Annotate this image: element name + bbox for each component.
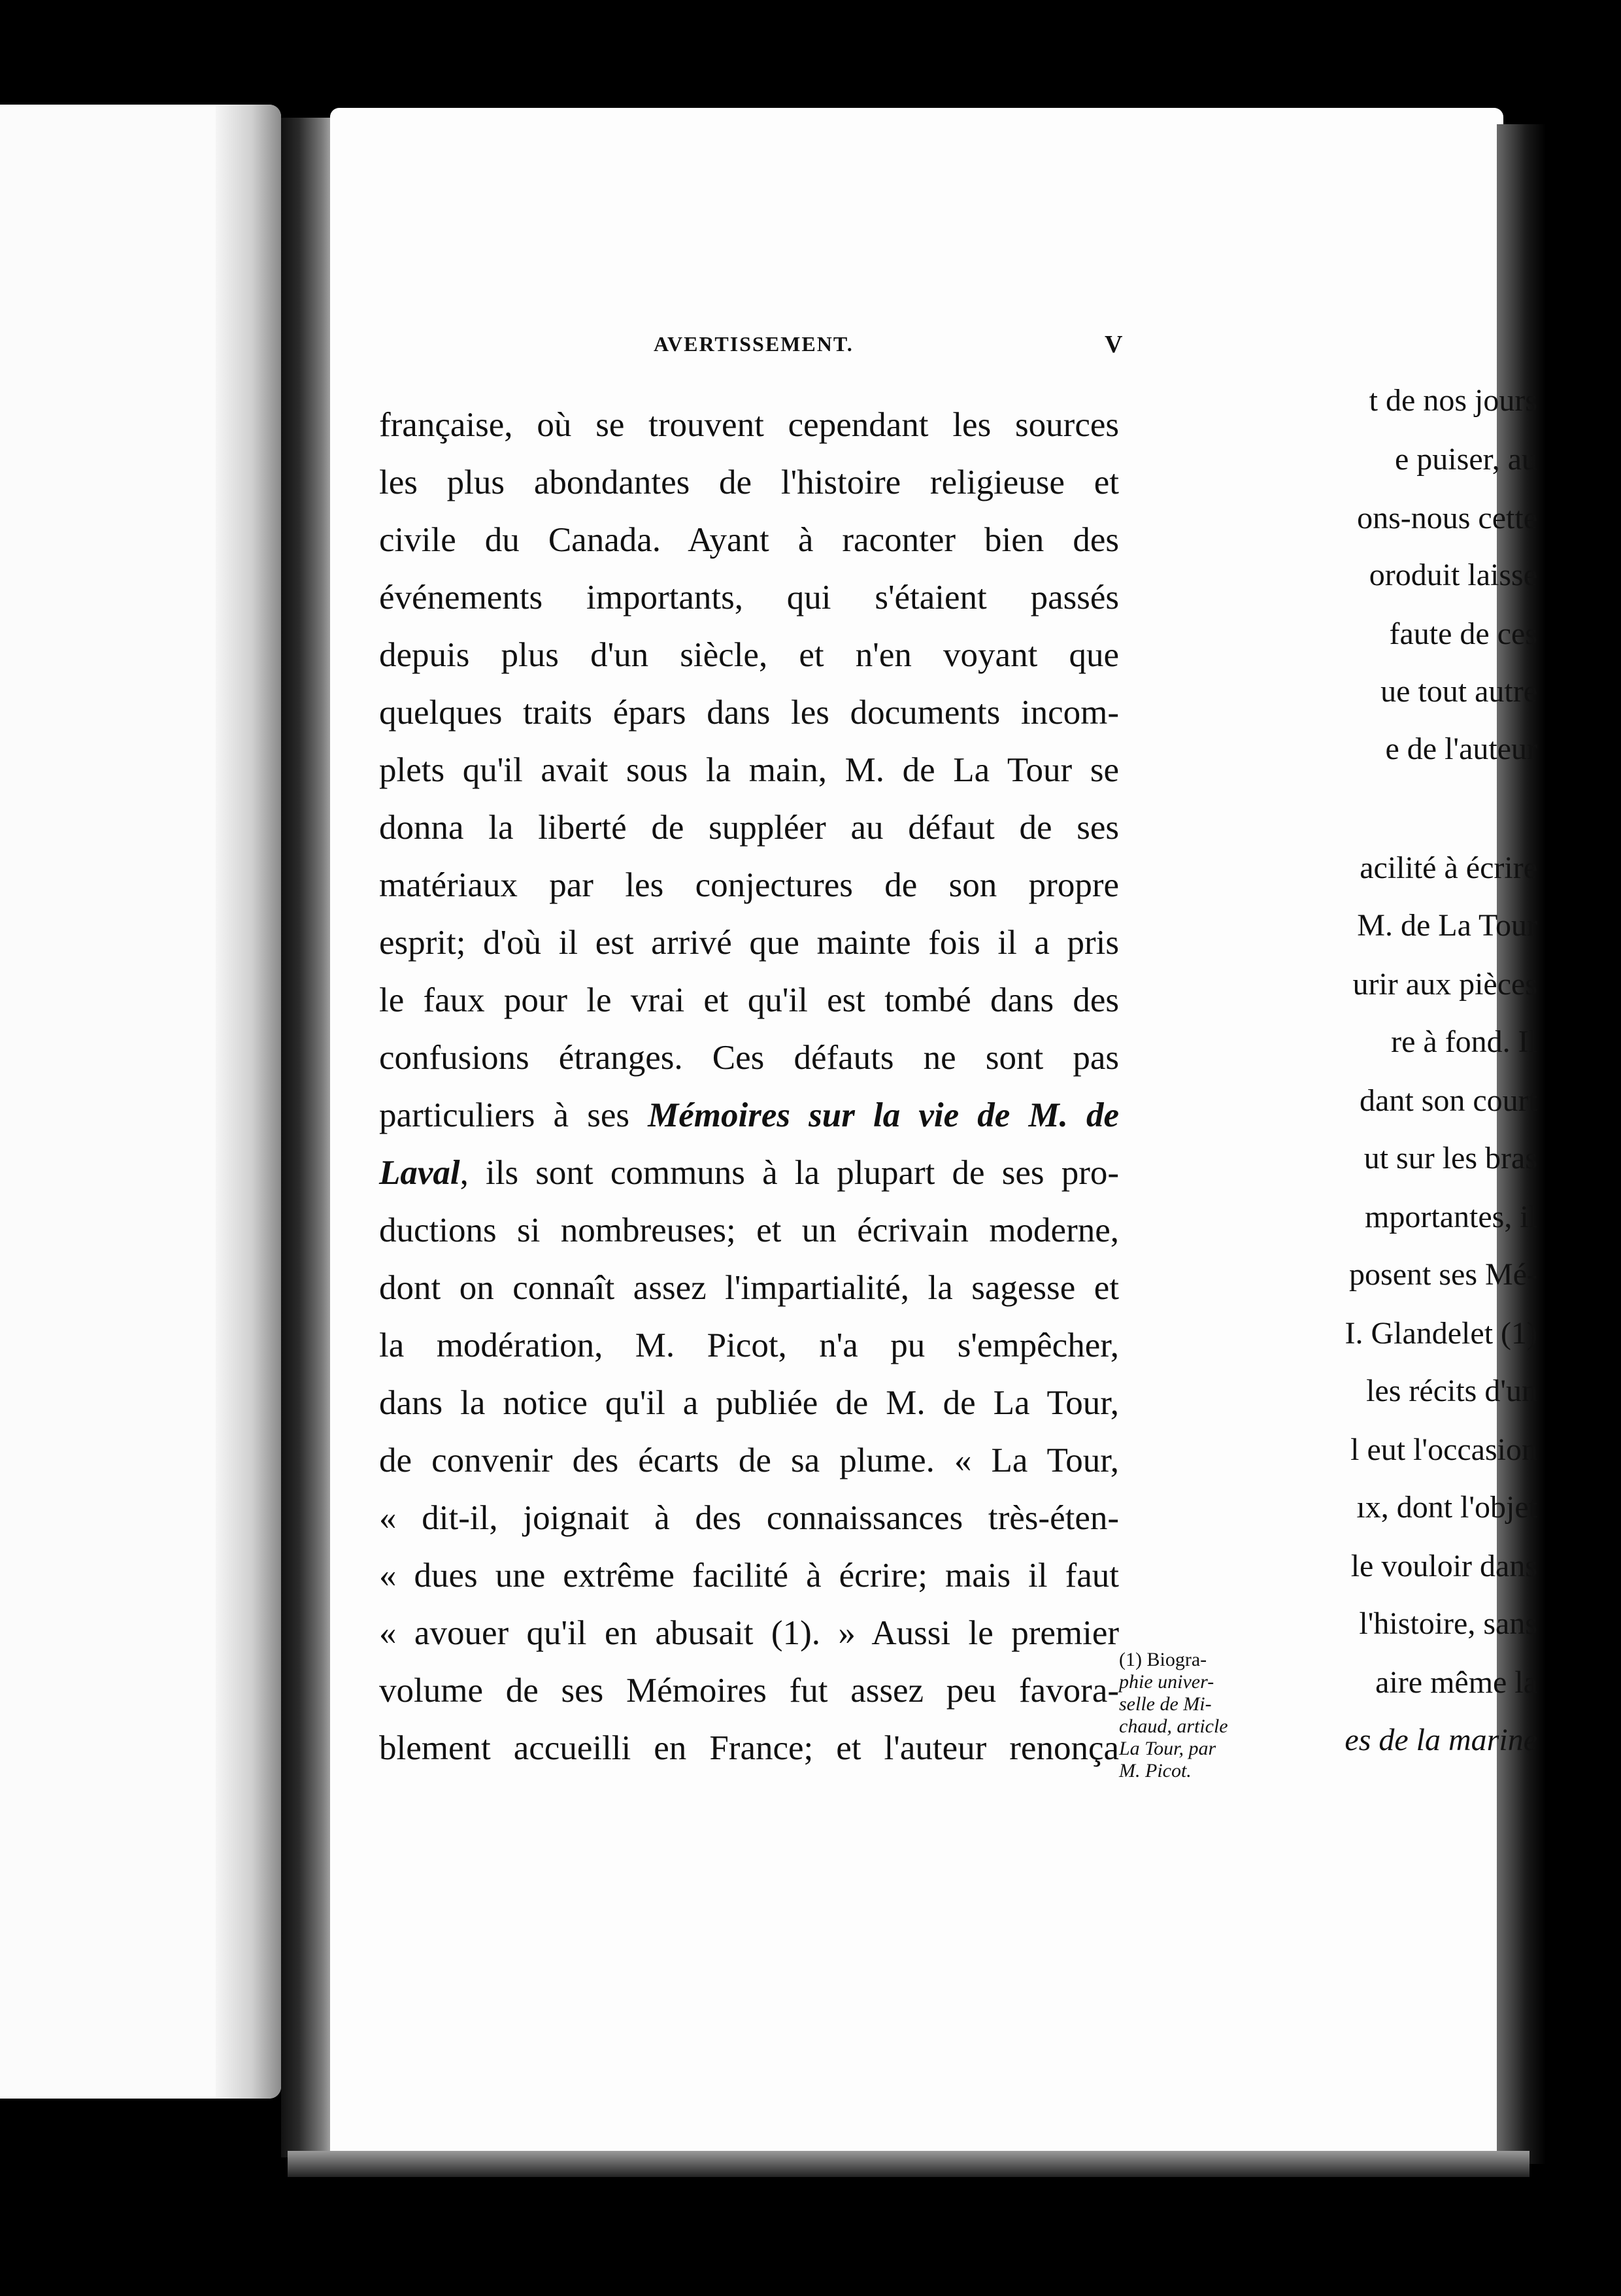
left-line: acilité à écrire xyxy=(1360,851,1537,885)
left-line: e puiser, au xyxy=(1395,442,1537,477)
body-line: « avouer qu'il en abusait (1). » Aussi le premier xyxy=(379,1614,1119,1652)
body-line: blement accueilli en France; et l'auteur renonça xyxy=(379,1729,1119,1767)
left-line: t de nos jours xyxy=(1369,383,1537,418)
footnote-line: M. Picot. xyxy=(1119,1760,1192,1781)
running-head: AVERTISSEMENT. xyxy=(654,332,854,356)
body-line-with-title xyxy=(379,1096,1119,1135)
left-line: ıx, dont l'objet xyxy=(1356,1490,1537,1525)
page-bottom-edge xyxy=(288,2151,1529,2177)
body-line: depuis plus d'un siècle, et n'en voyant que xyxy=(379,636,1119,674)
body-line: dont on connaît assez l'impartialité, la sagesse et xyxy=(379,1269,1119,1307)
left-line: urir aux pièces xyxy=(1352,967,1537,1002)
body-line: « dit-il, joignait à des connaissances très-éten- xyxy=(379,1499,1119,1537)
footnote-line: La Tour, par xyxy=(1119,1738,1216,1759)
left-line: oroduit laisse xyxy=(1369,558,1537,592)
body-line: donna la liberté de suppléer au défaut de ses xyxy=(379,809,1119,847)
body-line: dans la notice qu'il a publiée de M. de La Tour, xyxy=(379,1384,1119,1422)
footnote-line: chaud, article xyxy=(1119,1715,1228,1737)
body-line: événements importants, qui s'étaient passés xyxy=(379,579,1119,616)
body-line: quelques traits épars dans les documents incom- xyxy=(379,694,1119,732)
body-text-run: , ils sont communs à la plupart de ses pro- xyxy=(460,1154,1119,1192)
footnote-line: selle de Mi- xyxy=(1119,1693,1212,1715)
body-line: « dues une extrême facilité à écrire; mais il faut xyxy=(379,1557,1119,1595)
body-line: civile du Canada. Ayant à raconter bien des xyxy=(379,521,1119,559)
body-line: le faux pour le vrai et qu'il est tombé dans des xyxy=(379,981,1119,1019)
left-line: aire même la xyxy=(1375,1665,1537,1700)
left-line: e de l'auteur xyxy=(1385,732,1537,766)
body-line-with-title xyxy=(379,1153,1119,1192)
body-line: ductions si nombreuses; et un écrivain moderne, xyxy=(379,1211,1119,1249)
book-title-italic: Mémoires sur la vie de M. de xyxy=(648,1096,1119,1134)
body-line: française, où se trouvent cependant les sources xyxy=(379,406,1119,444)
left-line: ons-nous cette xyxy=(1357,501,1537,535)
left-page-gutter-shade xyxy=(216,105,281,2099)
left-line: dant son court xyxy=(1360,1083,1537,1118)
body-line: de convenir des écarts de sa plume. « La Tour, xyxy=(379,1442,1119,1479)
left-line: mportantes, il xyxy=(1365,1200,1537,1234)
body-text-run: particuliers à ses xyxy=(379,1096,629,1134)
left-line: l'histoire, sans xyxy=(1359,1606,1537,1641)
body-line: esprit; d'où il est arrivé que mainte fois il a pris xyxy=(379,924,1119,962)
footnote-line: phie univer- xyxy=(1119,1671,1214,1693)
left-line: ut sur les bras xyxy=(1363,1141,1537,1175)
left-line: les récits d'un xyxy=(1366,1374,1537,1408)
left-line: faute de ces xyxy=(1389,616,1537,651)
left-line: re à fond. Il xyxy=(1391,1024,1537,1059)
left-line: M. de La Tour xyxy=(1357,908,1537,943)
left-page xyxy=(0,105,281,2099)
body-line: matériaux par les conjectures de son propre xyxy=(379,866,1119,904)
left-line: es de la marine xyxy=(1345,1723,1537,1757)
left-line: le vouloir dans xyxy=(1350,1549,1537,1583)
page-number: V xyxy=(1105,331,1123,358)
body-line: volume de ses Mémoires fut assez peu favora- xyxy=(379,1672,1119,1710)
body-line: confusions étranges. Ces défauts ne sont pas xyxy=(379,1039,1119,1077)
body-line: les plus abondantes de l'histoire religieuse et xyxy=(379,464,1119,501)
body-line: plets qu'il avait sous la main, M. de La Tour se xyxy=(379,751,1119,789)
left-line: posent ses Mé- xyxy=(1349,1257,1537,1292)
left-line: ue tout autre xyxy=(1380,674,1537,709)
left-line: I. Glandelet (1) xyxy=(1345,1316,1537,1351)
left-line: l eut l'occasion xyxy=(1350,1432,1537,1467)
book-title-italic: Laval xyxy=(379,1154,460,1192)
body-line: la modération, M. Picot, n'a pu s'empêcher, xyxy=(379,1326,1119,1364)
footnote-line: (1) Biogra- xyxy=(1119,1649,1207,1670)
